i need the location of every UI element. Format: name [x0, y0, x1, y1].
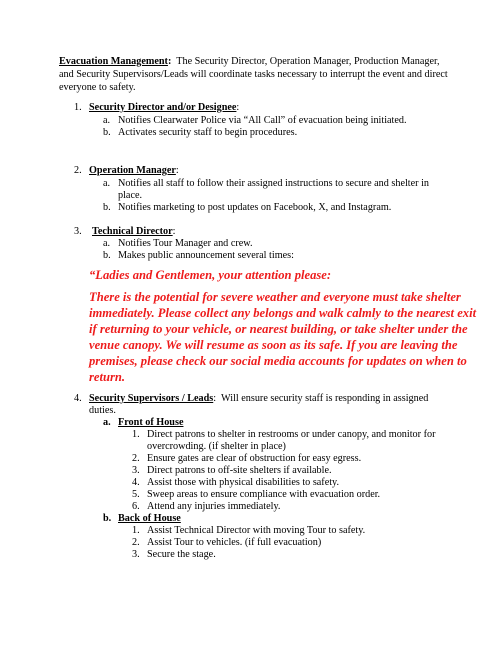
foh-item-text: Ensure gates are clear of obstruction for easy egress.	[147, 453, 362, 464]
boh-marker: b.	[103, 513, 112, 524]
section-1-item-marker: b.	[103, 127, 111, 138]
boh-item-number: 3.	[132, 549, 140, 560]
foh-item-number: 1.	[132, 429, 140, 440]
foh-item-text: Direct patrons to off-site shelters if available.	[147, 465, 332, 476]
section-3-item-text: Notifies Tour Manager and crew.	[118, 238, 253, 249]
announcement-line: premises, please check our social media accounts for updates on when to	[89, 354, 467, 368]
boh-item-text: Assist Technical Director with moving Tour to safety.	[147, 525, 366, 536]
boh-title: Back of House	[118, 513, 181, 524]
section-2-item-marker: b.	[103, 202, 111, 213]
announcement-line: venue canopy. We will resume as soon as its safe. If you are leaving the	[89, 338, 458, 352]
section-4-heading	[89, 393, 428, 405]
announcement-opening: “Ladies and Gentlemen, your attention please:	[89, 268, 332, 282]
boh-item-number: 1.	[132, 525, 140, 536]
section-2-item-marker: a.	[103, 178, 111, 189]
section-3-title: Technical Director	[92, 226, 173, 237]
section-3-heading	[92, 226, 175, 238]
foh-item-number: 2.	[132, 453, 140, 464]
section-2-item-text: Notifies marketing to post updates on Facebook, X, and Instagram.	[118, 202, 392, 213]
section-3-item-marker: a.	[103, 238, 111, 249]
announcement-line: return.	[89, 370, 126, 384]
section-1-heading	[89, 102, 239, 114]
announcement-line: There is the potential for severe weather and everyone must take shelter	[89, 290, 461, 304]
intro-line-2: and Security Supervisors/Leads will coordinate tasks necessary to interrupt the event and direct	[59, 69, 448, 80]
section-1-item-text: Notifies Clearwater Police via “All Call” of evacuation being initiated.	[118, 115, 407, 126]
section-4-title: Security Supervisors / Leads	[89, 393, 214, 404]
section-2-number: 2.	[74, 165, 82, 176]
foh-item-text: Assist those with physical disabilities to safety.	[147, 477, 340, 488]
section-1-colon: :	[236, 102, 240, 113]
boh-item-text: Secure the stage.	[147, 549, 216, 560]
section-1-item-text: Activates security staff to begin procedures.	[118, 127, 298, 138]
announcement-line: immediately. Please collect any belongs and walk calmly to the nearest exit	[89, 306, 477, 320]
foh-title: Front of House	[118, 417, 184, 428]
section-1-number: 1.	[74, 102, 82, 113]
intro-heading: Evacuation Management	[59, 56, 168, 67]
section-4-colon: :	[213, 393, 217, 404]
section-2-heading	[89, 165, 179, 177]
boh-item-text: Assist Tour to vehicles. (if full evacuation)	[147, 537, 322, 548]
boh-item-number: 2.	[132, 537, 140, 548]
section-2-title: Operation Manager	[89, 165, 176, 176]
intro-line-3: everyone to safety.	[59, 82, 136, 93]
foh-item-number: 3.	[132, 465, 140, 476]
foh-item-number: 6.	[132, 501, 140, 512]
section-4-text-cont: duties.	[89, 405, 116, 416]
section-3-item-text: Makes public announcement several times:	[118, 250, 294, 261]
intro-heading-colon: :	[167, 56, 172, 67]
announcement-line: if returning to your vehicle, or nearest building, or take shelter under the	[89, 322, 468, 336]
section-4-number: 4.	[74, 393, 82, 404]
foh-item-text: Attend any injuries immediately.	[147, 501, 281, 512]
foh-item-text-cont: overcrowding. (if shelter in place)	[147, 441, 286, 452]
section-2-item-text-cont: place.	[118, 190, 143, 201]
section-1-title: Security Director and/or Designee	[89, 102, 237, 113]
foh-item-text: Direct patrons to shelter in restrooms or under canopy, and monitor for	[147, 429, 436, 440]
section-2-colon: :	[175, 165, 179, 176]
section-4-text: Will ensure security staff is responding in assigned	[216, 393, 429, 404]
section-3-number: 3.	[74, 226, 82, 237]
section-2-item-text: Notifies all staff to follow their assigned instructions to secure and shelter in	[118, 178, 430, 189]
foh-item-number: 4.	[132, 477, 140, 488]
intro-text-1: The Security Director, Operation Manager, Production Manager,	[176, 56, 440, 67]
foh-marker: a.	[103, 417, 111, 428]
intro-line-1	[59, 56, 440, 68]
section-3-colon: :	[172, 226, 176, 237]
foh-item-text: Sweep areas to ensure compliance with evacuation order.	[147, 489, 381, 500]
foh-item-number: 5.	[132, 489, 140, 500]
section-1-item-marker: a.	[103, 115, 111, 126]
section-3-item-marker: b.	[103, 250, 111, 261]
